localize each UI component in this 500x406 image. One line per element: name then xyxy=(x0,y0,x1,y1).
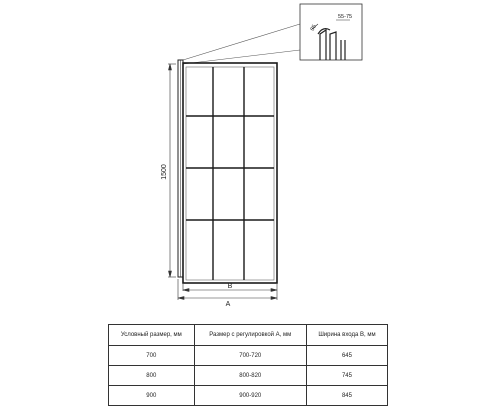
height-dimension xyxy=(168,64,176,277)
header-adjustable-size: Размер с регулировкой А, мм xyxy=(194,325,306,346)
table-row xyxy=(109,386,388,406)
cell-adjustable: 700-720 xyxy=(194,346,306,366)
cell-entry-width: 645 xyxy=(306,346,387,366)
cell-entry-width: 845 xyxy=(306,386,387,406)
cell-adjustable: 800-820 xyxy=(194,366,306,386)
detail-range-label: 55-75 xyxy=(338,14,353,20)
cell-nominal: 900 xyxy=(109,386,195,406)
header-entry-width: Ширина входа В, мм xyxy=(306,325,387,346)
table-row xyxy=(109,346,388,366)
table-header-row xyxy=(109,325,388,346)
cell-adjustable: 900-920 xyxy=(194,386,306,406)
glass-panel xyxy=(183,63,277,283)
header-nominal-size: Условный размер, мм xyxy=(109,325,195,346)
cell-nominal: 800 xyxy=(109,366,195,386)
width-a-label: A xyxy=(225,301,231,308)
cell-nominal: 700 xyxy=(109,346,195,366)
detail-callout-lines xyxy=(183,24,300,64)
size-spec-table xyxy=(108,324,388,406)
cell-entry-width: 745 xyxy=(306,366,387,386)
table-row xyxy=(109,366,388,386)
profile-detail-view xyxy=(300,4,362,60)
detail-angle-label: 35 xyxy=(309,23,318,33)
height-label: 1500 xyxy=(161,164,168,180)
width-b-label: B xyxy=(227,283,233,290)
